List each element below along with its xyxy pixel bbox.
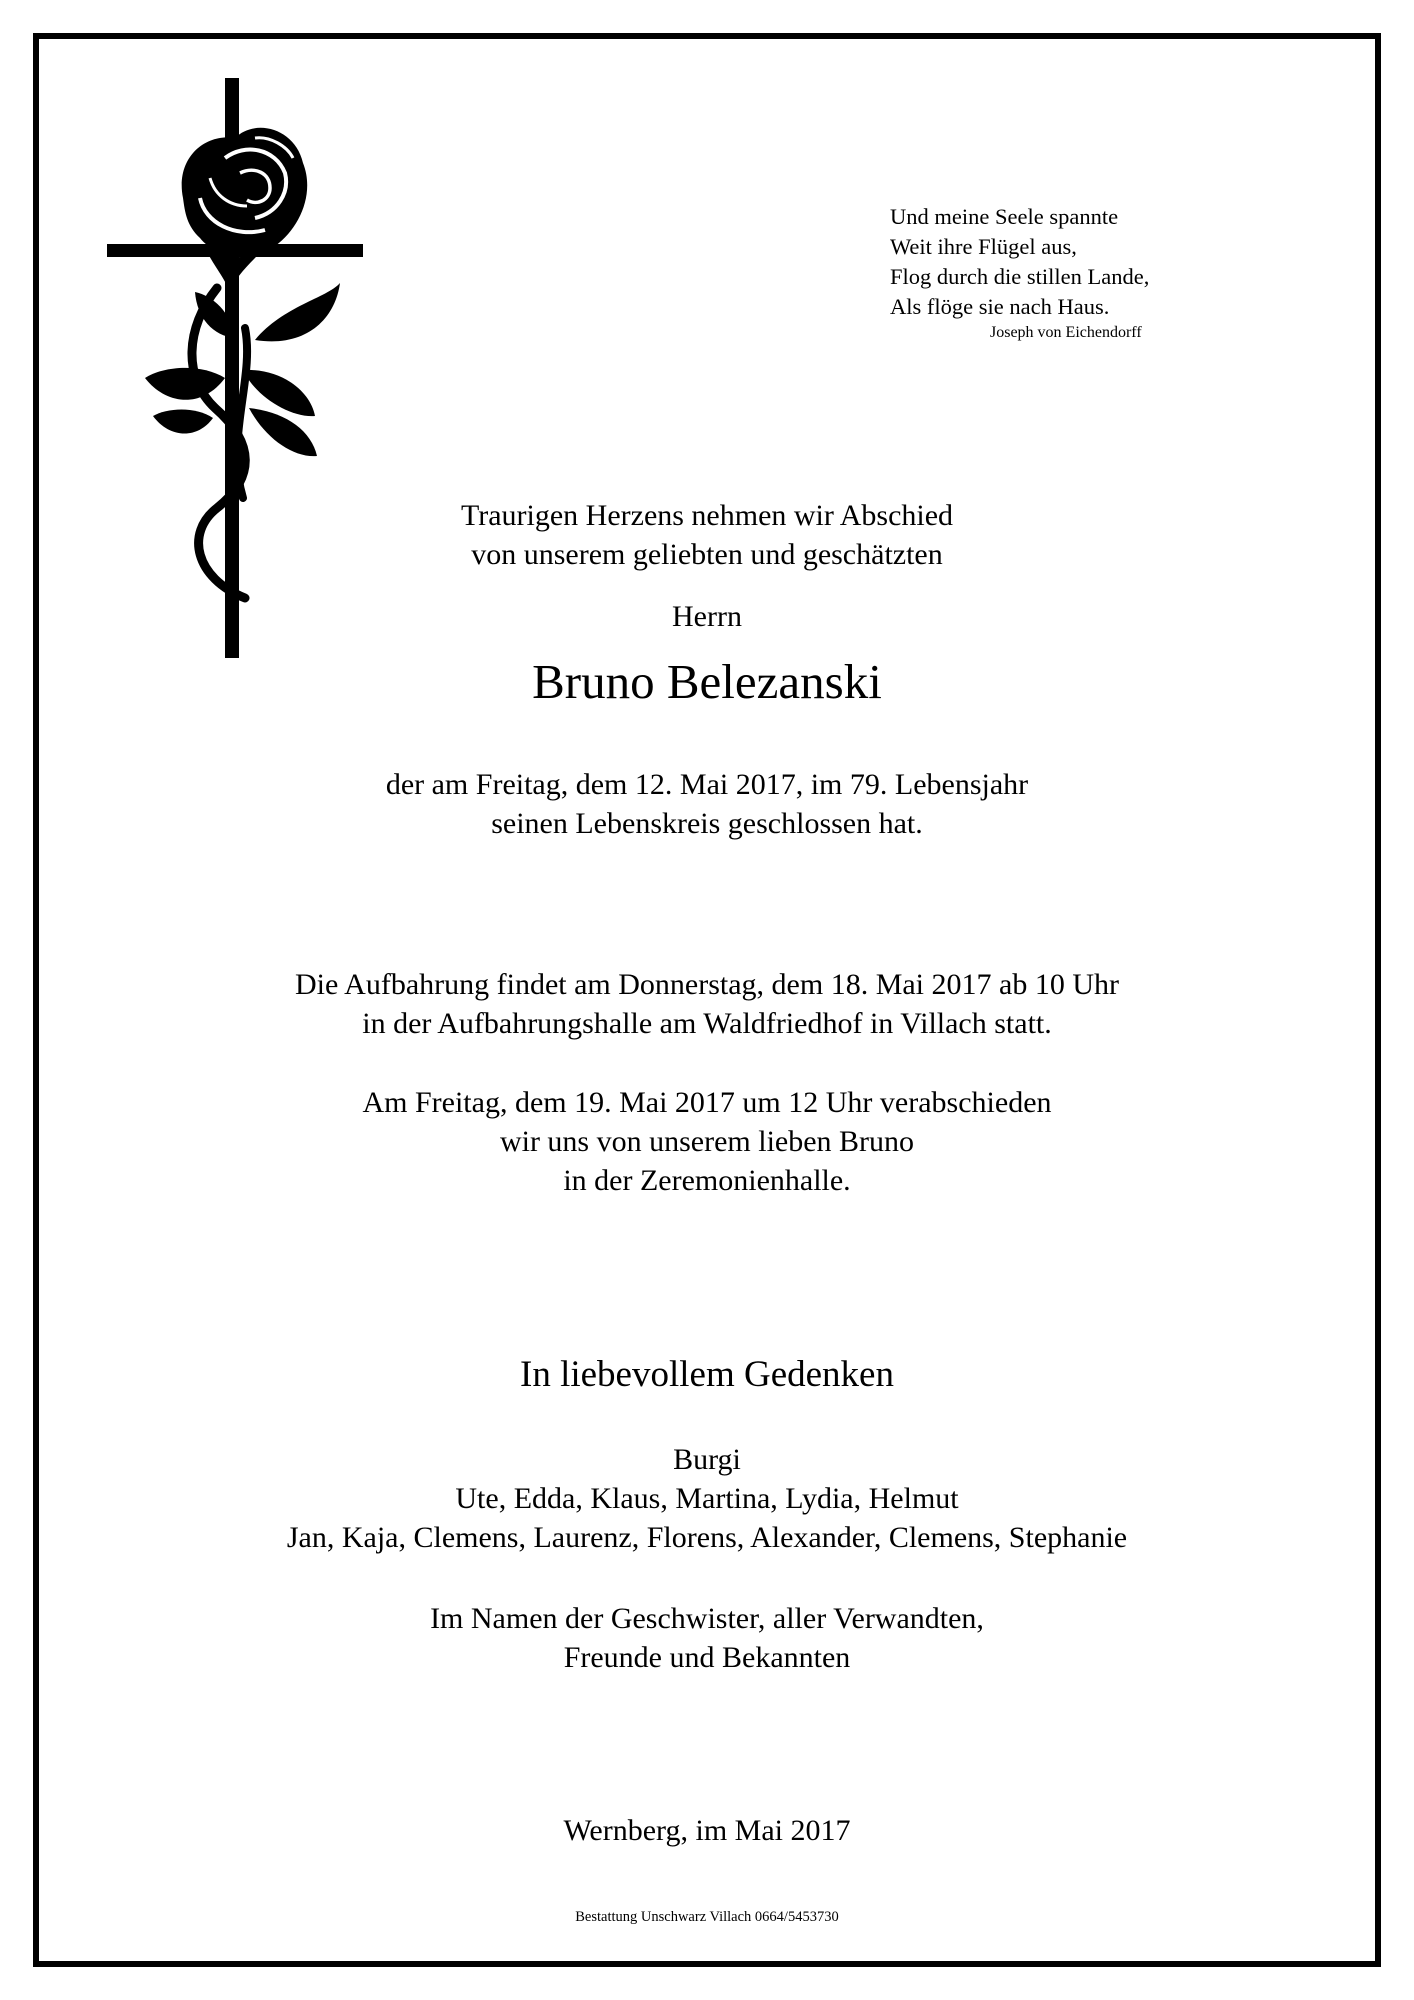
poem-line: Weit ihre Flügel aus,	[890, 234, 1077, 259]
poem-line: Und meine Seele spannte	[890, 204, 1119, 229]
mourners-list	[60, 1440, 1354, 1557]
deceased-name-text: Bruno Belezanski	[532, 654, 882, 709]
memorial-heading-text: In liebevollem Gedenken	[520, 1354, 894, 1395]
farewell-line: Am Freitag, dem 19. Mai 2017 um 12 Uhr verabschieden	[362, 1086, 1052, 1119]
salutation	[60, 597, 1354, 636]
viewing-info	[60, 965, 1354, 1043]
poem-author: Joseph von Eichendorff	[990, 324, 1142, 341]
poem-line: Flog durch die stillen Lande,	[890, 264, 1150, 289]
memorial-heading	[60, 1352, 1354, 1398]
poem-line: Als flöge sie nach Haus.	[890, 294, 1110, 319]
poem	[890, 202, 1230, 344]
farewell-line: in der Zeremonienhalle.	[563, 1164, 851, 1197]
mourners-line: Jan, Kaja, Clemens, Laurenz, Florens, Alexander, Clemens, Stephanie	[286, 1521, 1128, 1554]
footer-text: Bestattung Unschwarz Villach 0664/5453730	[575, 1909, 839, 1925]
farewell-line: wir uns von unserem lieben Bruno	[499, 1125, 915, 1158]
intro-line: von unserem geliebten und geschätzten	[471, 538, 943, 571]
on-behalf-line: Freunde und Bekannten	[563, 1641, 851, 1674]
place-date-text: Wernberg, im Mai 2017	[563, 1814, 851, 1847]
death-notice	[60, 765, 1354, 843]
intro-line: Traurigen Herzens nehmen wir Abschied	[460, 499, 954, 532]
viewing-line: in der Aufbahrungshalle am Waldfriedhof in Villach statt.	[362, 1007, 1052, 1040]
viewing-line: Die Aufbahrung findet am Donnerstag, dem 18. Mai 2017 ab 10 Uhr	[295, 968, 1119, 1001]
footer-funeral-home	[60, 1907, 1354, 1927]
death-notice-line: der am Freitag, dem 12. Mai 2017, im 79. Lebensjahr	[385, 768, 1029, 801]
mourners-line: Ute, Edda, Klaus, Martina, Lydia, Helmut	[455, 1482, 959, 1515]
place-date	[60, 1811, 1354, 1850]
intro-text	[60, 496, 1354, 574]
on-behalf-line: Im Namen der Geschwister, aller Verwandten,	[430, 1602, 984, 1635]
deceased-name	[60, 652, 1354, 712]
on-behalf-text	[60, 1599, 1354, 1677]
death-notice-line: seinen Lebenskreis geschlossen hat.	[491, 807, 923, 840]
salutation-text: Herrn	[672, 600, 742, 633]
mourners-line: Burgi	[673, 1443, 741, 1476]
farewell-info	[60, 1083, 1354, 1200]
